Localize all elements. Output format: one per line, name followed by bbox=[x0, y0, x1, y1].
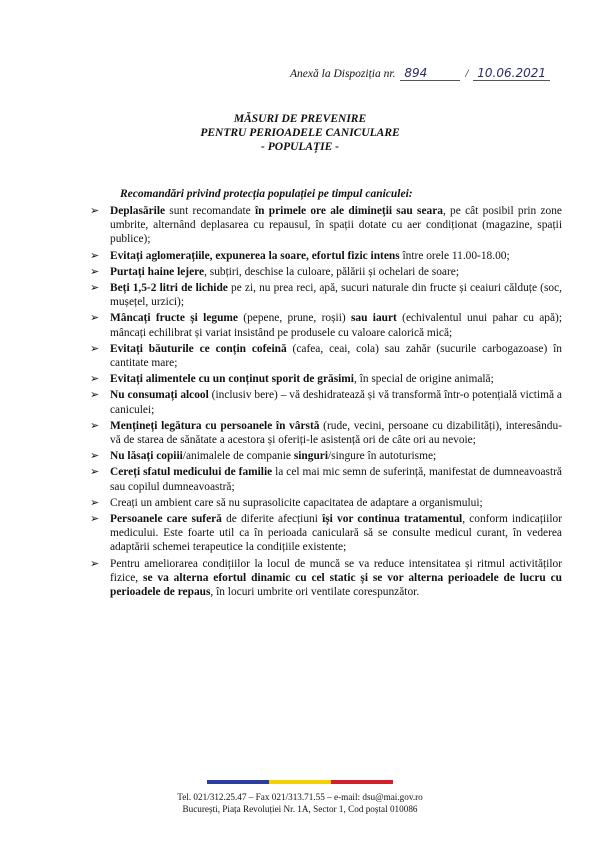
item-text: între orele 11.00-18.00; bbox=[399, 249, 510, 262]
list-item bbox=[88, 557, 562, 600]
item-text: , conform indicațiilor medicului. Este foarte util ca în perioada caniculară să se consulte medicul curant, în vederea adaptării schemei terapeutice la condițiile existente; bbox=[110, 513, 562, 554]
item-bold-text: sau iaurt bbox=[350, 312, 397, 325]
arrow-bullet-icon: ➢ bbox=[90, 495, 100, 509]
flag-stripe bbox=[207, 780, 393, 784]
item-bold-text: Purtați haine lejere bbox=[110, 265, 205, 278]
list-item bbox=[88, 281, 562, 309]
arrow-bullet-icon: ➢ bbox=[90, 281, 100, 295]
recommendations-list bbox=[88, 204, 562, 601]
list-item bbox=[88, 388, 562, 416]
item-text: (rude, vecini, persoane cu dizabilități), interesându-vă de starea de sănătate a acestora și oferiți-le asistență ori de câte ori au nevoie; bbox=[110, 419, 562, 447]
document-title bbox=[0, 112, 600, 154]
item-text: de diferite afecțiuni bbox=[221, 513, 323, 526]
item-text: /singure în autoturisme; bbox=[328, 450, 437, 463]
arrow-bullet-icon: ➢ bbox=[90, 512, 100, 526]
arrow-bullet-icon: ➢ bbox=[90, 449, 100, 463]
footer-contact bbox=[0, 791, 600, 815]
item-bold-text: Mențineți legătura cu persoanele în vârstă bbox=[110, 419, 320, 432]
list-item bbox=[88, 419, 562, 447]
item-bold-text: Evitați aglomerațiile, expunerea la soare, efortul fizic intens bbox=[110, 249, 400, 262]
arrow-bullet-icon: ➢ bbox=[90, 311, 100, 325]
item-bold-text: Persoanele care suferă bbox=[110, 513, 222, 526]
flag-stripe-blue bbox=[207, 780, 269, 784]
annex-date: 10.06.2021 bbox=[473, 66, 550, 81]
item-bold-text: Mâncați fructe și legume bbox=[110, 312, 238, 325]
list-item bbox=[88, 512, 562, 555]
annex-reference bbox=[290, 66, 552, 81]
list-item bbox=[88, 496, 562, 510]
list-item bbox=[88, 265, 562, 279]
title-line-3: - POPULAȚIE - bbox=[261, 141, 339, 153]
item-text: Creați un ambient care să nu suprasolicite capacitatea de adaptare a organismului; bbox=[110, 496, 483, 509]
item-text: , în special de origine animală; bbox=[353, 373, 494, 386]
item-text: (cafea, ceai, cola) sau zahăr (sucurile carbogazoase) în cantitate mare; bbox=[110, 342, 562, 370]
item-text: , pe cât posibil prin zone umbrite, alternând deplasarea cu repausul, în spații dotate cu aer condiționat (magazine, spații publice); bbox=[110, 205, 562, 246]
item-bold-text: își vor continua tratamentul bbox=[322, 513, 463, 526]
list-item bbox=[88, 372, 562, 386]
flag-stripe-red bbox=[331, 780, 393, 784]
annex-label: Anexă la Dispoziția nr. bbox=[290, 68, 396, 80]
item-text: la cel mai mic semn de suferință, manifestat de dumneavoastră sau copilul dumneavoastră; bbox=[110, 466, 562, 493]
footer-line-1: Tel. 021/312.25.47 – Fax 021/313.71.55 – e-mail: dsu@mai.gov.ro bbox=[177, 792, 423, 802]
annex-separator: / bbox=[465, 68, 469, 80]
item-bold-text: singuri bbox=[293, 450, 328, 463]
item-bold-text: se va alterna efortul dinamic cu cel static și se vor alterna perioadele de lucru cu perioadele de repaus bbox=[110, 571, 562, 599]
item-text: /animalele de companie bbox=[182, 450, 294, 463]
list-item bbox=[88, 449, 562, 463]
item-text: , subțiri, deschise la culoare, pălării și ochelari de soare; bbox=[204, 265, 459, 278]
item-bold-text: Nu consumați alcool bbox=[110, 389, 209, 402]
item-bold-text: Evitați alimentele cu un conținut sporit de grăsimi bbox=[110, 373, 354, 386]
list-item bbox=[88, 249, 562, 263]
flag-stripe-yellow bbox=[269, 780, 331, 784]
footer-line-2: București, Piața Revoluției Nr. 1A, Sector 1, Cod poștal 010086 bbox=[182, 804, 418, 814]
arrow-bullet-icon: ➢ bbox=[90, 465, 100, 479]
arrow-bullet-icon: ➢ bbox=[90, 248, 100, 262]
arrow-bullet-icon: ➢ bbox=[90, 556, 100, 570]
list-item bbox=[88, 311, 562, 339]
intro-heading: Recomandări privind protecția populației pe timpul caniculei: bbox=[120, 188, 413, 200]
item-text: (inclusiv bere) – vă deshidratează și vă transformă într-o potențială victimă a caniculei; bbox=[110, 389, 562, 416]
arrow-bullet-icon: ➢ bbox=[90, 341, 100, 355]
annex-number: 894 bbox=[400, 66, 460, 81]
arrow-bullet-icon: ➢ bbox=[90, 388, 100, 402]
item-text: Pentru ameliorarea condițiilor la locul de muncă se va reduce intensitatea și ritmul activităților fizice, bbox=[110, 557, 562, 584]
list-item bbox=[88, 465, 562, 493]
item-bold-text: Beți 1,5-2 litri de lichide bbox=[110, 282, 228, 295]
title-line-1: MĂSURI DE PREVENIRE bbox=[233, 113, 367, 125]
item-bold-text: Deplasările bbox=[110, 205, 166, 217]
item-text: (echivalentul unui pahar cu apă); mâncați echilibrat și variat insistând pe produsele cu valoare calorică mică; bbox=[110, 312, 562, 339]
arrow-bullet-icon: ➢ bbox=[90, 204, 100, 217]
item-text: , în locuri umbrite ori ventilate corespunzător. bbox=[210, 586, 420, 599]
item-bold-text: Nu lăsați copiii bbox=[110, 450, 183, 463]
item-text: (pepene, prune, roșii) bbox=[237, 312, 351, 325]
item-bold-text: Cereți sfatul medicului de familie bbox=[110, 466, 273, 479]
arrow-bullet-icon: ➢ bbox=[90, 372, 100, 386]
title-line-2: PENTRU PERIOADELE CANICULARE bbox=[200, 127, 400, 139]
list-item bbox=[88, 204, 562, 247]
arrow-bullet-icon: ➢ bbox=[90, 418, 100, 432]
item-text: pe zi, nu prea reci, apă, sucuri naturale din fructe și ceaiuri călduțe (soc, mușețel, urzici); bbox=[110, 282, 562, 309]
item-bold-text: Evitați băuturile ce conțin cofeină bbox=[110, 342, 287, 355]
item-bold-text: în primele ore ale dimineții sau seara bbox=[255, 205, 443, 217]
arrow-bullet-icon: ➢ bbox=[90, 264, 100, 278]
item-text: sunt recomandate bbox=[165, 205, 255, 217]
list-item bbox=[88, 342, 562, 370]
